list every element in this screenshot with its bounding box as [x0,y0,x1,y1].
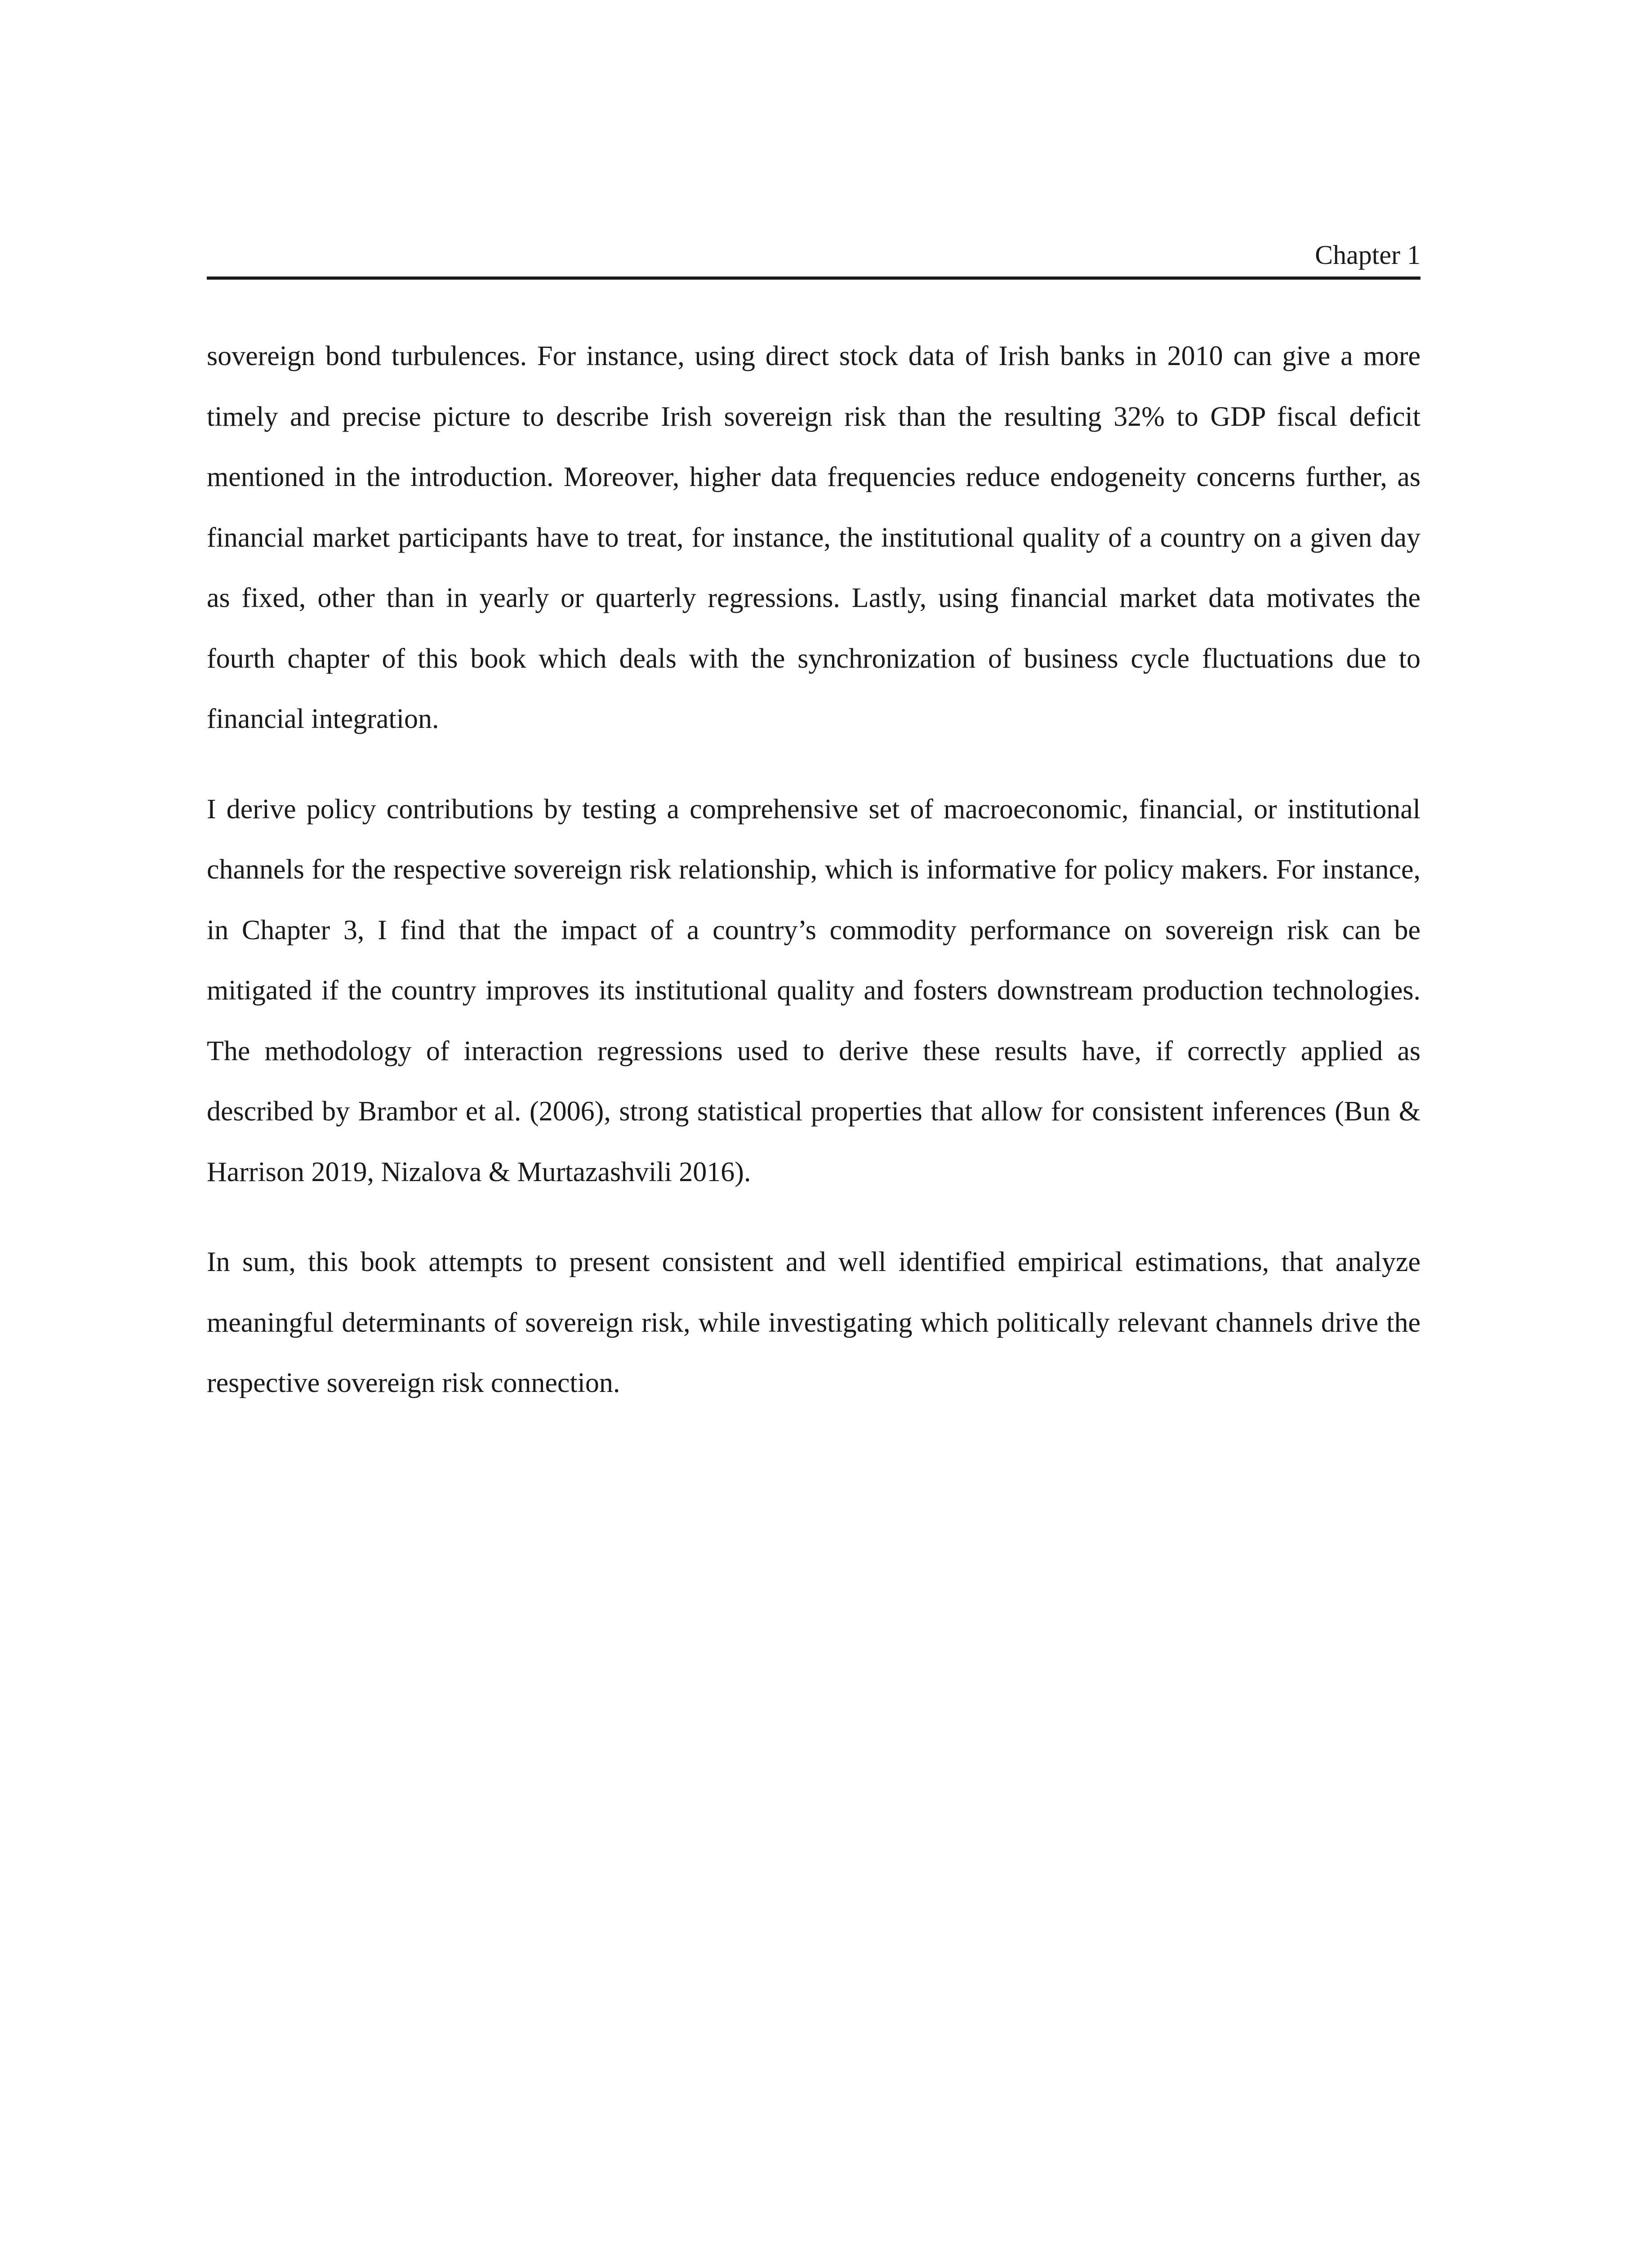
paragraph-3: In sum, this book attempts to present consistent and well identified empirical estimations, that analyze meaningful determinants of sovereign risk, while investigating which politically relevant channels drive the respective sovereign risk connection. [207,1247,1420,1398]
paragraph-1: sovereign bond turbulences. For instance, using direct stock data of Irish banks in 2010 can give a more timely and precise picture to describe Irish sovereign risk than the resulting 32% to GDP fiscal deficit mentioned in the introduction. Moreover, higher data frequencies reduce endogeneity concerns further, as financial market participants have to treat, for instance, the institutional quality of a country on a given day as fixed, other than in yearly or quarterly regressions. Lastly, using financial market data motivates the fourth chapter of this book which deals with the synchronization of business cycle fluctuations due to financial integration. [207,341,1420,734]
chapter-title: Chapter 1 [1315,240,1420,270]
paragraph-2: I derive policy contributions by testing a comprehensive set of macroeconomic, financial, or institutional channels for the respective sovereign risk relationship, which is informative for policy makers. For instance, in Chapter 3, I find that the impact of a country’s commodity performance on sovereign risk can be mitigated if the country improves its institutional quality and fosters downstream production technologies. The methodology of interaction regressions used to derive these results have, if correctly applied as described by Brambor et al. (2006), strong statistical properties that allow for consistent inferences (Bun & Harrison 2019, Nizalova & Murtazashvili 2016). [207,794,1420,1187]
body-text [207,326,1420,1443]
running-header [207,234,1420,280]
